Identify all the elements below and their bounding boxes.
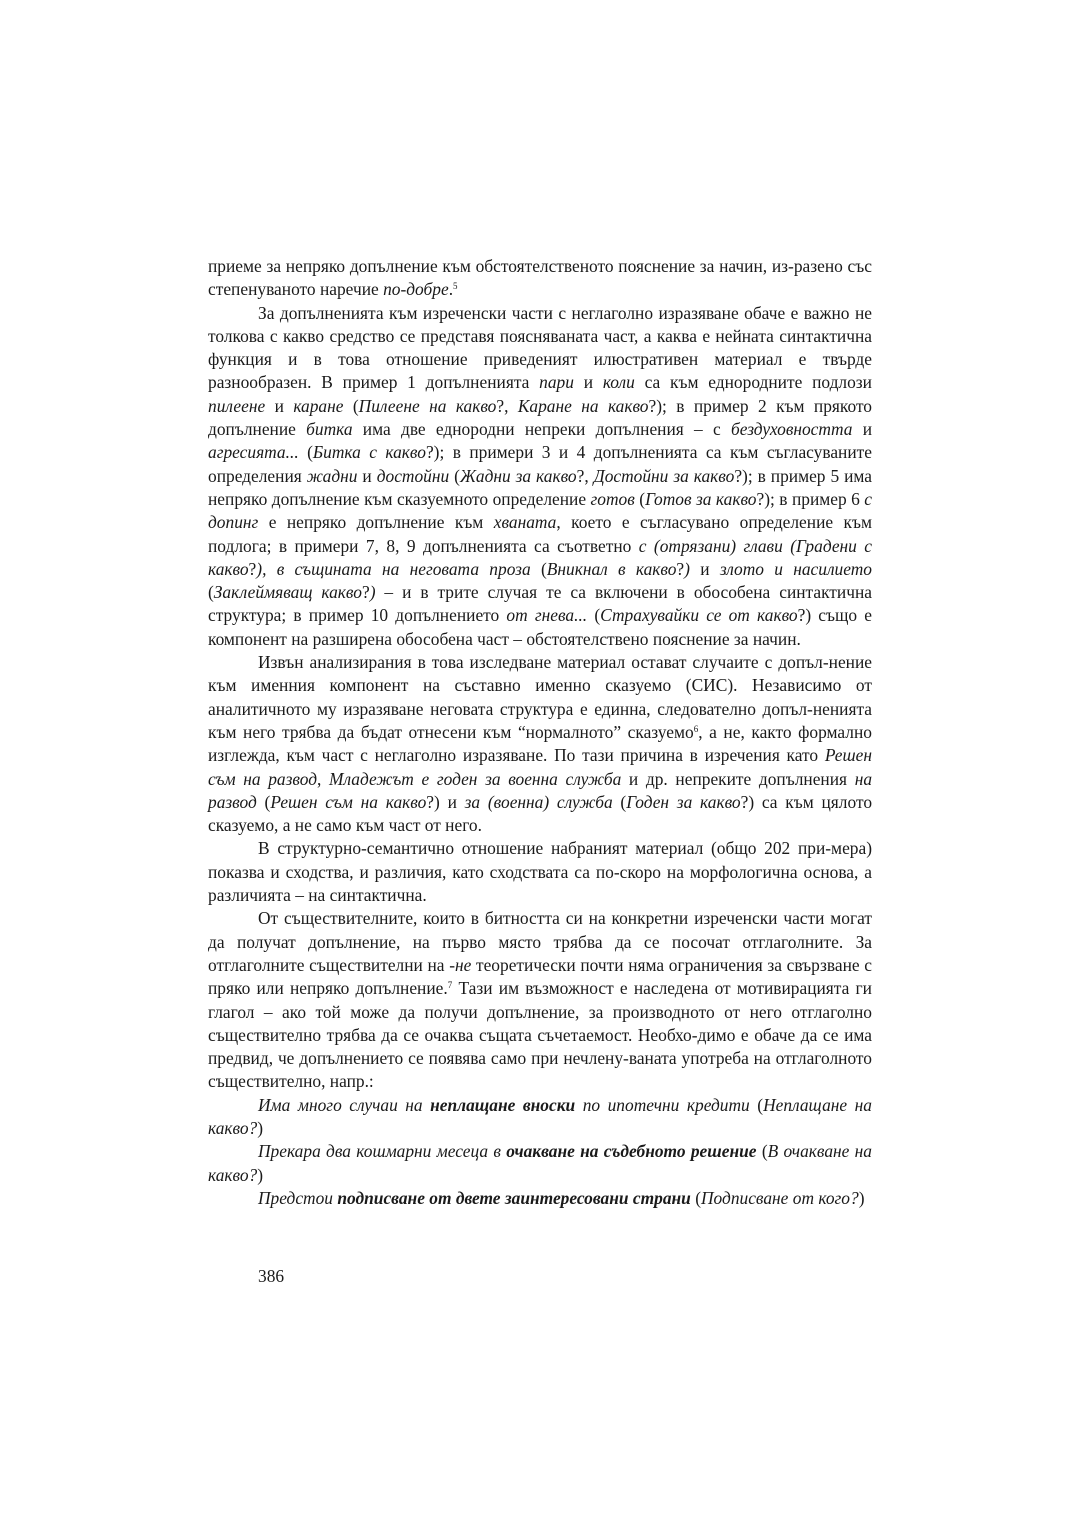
text-run: и др. непреките допълнения [621, 768, 855, 789]
text-run: ) [257, 1117, 264, 1138]
text-run: , а не, както формално изглежда, към част с неглаголно изразяване. По тази причина в изречения като [208, 721, 872, 766]
text-run: теоретически почти няма ограничения за свързване с пряко или непряко допълнение. [208, 954, 872, 999]
italic-phrase: агресията... [208, 442, 299, 463]
text-run: Неплащане на какво? [208, 1094, 872, 1138]
italic-phrase: хваната [493, 512, 557, 533]
footnote-marker: 7 [447, 980, 453, 991]
text-run: е непряко допълнение към [258, 512, 494, 533]
italic-phrase: жадни [306, 465, 358, 486]
example-sentence [208, 1094, 872, 1141]
italic-phrase: Младежът е годен за военна служба [329, 768, 622, 789]
text-run: ? [248, 558, 257, 579]
text-run: и [852, 419, 873, 440]
paragraph [208, 837, 872, 907]
italic-phrase: -не [449, 954, 472, 975]
italic-phrase: пилеене [208, 395, 266, 416]
italic-phrase: каране [293, 395, 344, 416]
text-run: има две еднородни непреки допълнения – с [352, 419, 731, 440]
text-run: Има много случаи на [258, 1094, 431, 1115]
body-text [208, 255, 872, 1210]
footnote-marker: 6 [693, 723, 699, 734]
text-run: За допълненията към изреченски части с неглаголно изразяване обаче е важно не толкова с какво средство се представя поясняваната част, а каква е нейната синтактична функция и в това отношение приведеният илюстративен материал е твърде разнообразен. В пример 1 допълненията [208, 302, 872, 393]
text-run: ?) и [426, 791, 465, 812]
text-run: ( [343, 395, 359, 416]
text-run: – и в трите случая те са включени в обособена синтактична структура; в пример 10 допълнението [208, 582, 872, 626]
italic-phrase: злото и насилието [719, 558, 872, 579]
italic-phrase: Достойни за какво [593, 465, 735, 486]
text-run: ) [257, 1164, 264, 1185]
text-run: са към еднородните подлози [634, 372, 872, 393]
text-run: и [689, 558, 720, 579]
text-run: , [317, 768, 329, 789]
text-run: ( [256, 791, 271, 812]
text-run: по ипотечни кредити [575, 1094, 758, 1115]
text-run: ( [634, 488, 646, 509]
text-run: Извън анализирания в това изследване материал остават случаите с допъл-нение към именния компонент на съставно именно сказуемо (СИС). Независимо от аналитичното му изразяване неговата структура е единна, следователно допъл-ненията към него трябва да бъдат отнесени към “нормалното” сказуемо [208, 652, 872, 742]
text-run: ?); в примери 3 и 4 допълненията са към съгласуваните определения [208, 442, 872, 486]
italic-phrase: Готов за какво [645, 488, 757, 509]
paragraph [208, 302, 872, 651]
text-run: От съществителните, които в битността си на конкретни изреченски части могат да получат допълнение, на първо място трябва да се посочат отглаголните. За отглаголните съществителни на [208, 908, 872, 975]
italic-phrase: пари [539, 372, 574, 393]
paragraph [208, 651, 872, 837]
text-run: и [265, 395, 294, 416]
italic-phrase: Страхувайки се от какво [600, 605, 798, 626]
italic-phrase: бездуховността [730, 419, 853, 440]
text-run: и [357, 465, 377, 486]
italic-phrase: за (военна) служба [464, 791, 613, 812]
text-run: Прекара два кошмарни месеца в [258, 1141, 507, 1162]
italic-phrase: Годен за какво [626, 791, 741, 812]
italic-phrase: ) [684, 558, 690, 579]
example-sentence [208, 1187, 872, 1210]
text-run: ?) са към цялото сказуемо, а не само към част от него. [208, 791, 873, 836]
italic-phrase: Каране на какво [517, 395, 649, 416]
text-run: ( [757, 1094, 764, 1115]
text-run: Предстои [258, 1187, 338, 1208]
text-run: ( [587, 605, 601, 626]
italic-phrase: ), в същината на неговата проза [256, 558, 531, 579]
example-sentence [208, 1140, 872, 1187]
text-run: ( [695, 1187, 701, 1208]
italic-phrase: Пилеене на какво [358, 395, 497, 416]
text-run: ? [361, 582, 370, 603]
italic-phrase: ) [369, 582, 376, 603]
bold-phrase: очакване на съдебното решение [506, 1141, 757, 1162]
italic-phrase: с (отрязани) глави (Градени с какво [208, 535, 873, 579]
text-run: Подписване от кого? [701, 1187, 859, 1208]
paragraph [208, 907, 872, 1093]
text-run: ( [298, 442, 313, 463]
text-run: ?); в пример 2 към прякото допълнение [208, 395, 873, 440]
footnote-marker: 5 [453, 281, 458, 292]
text-run: ? [676, 558, 685, 579]
text-run: ?, [496, 395, 518, 416]
page-number: 386 [258, 1266, 285, 1286]
italic-phrase: Решен съм на развод [208, 745, 872, 789]
text-run: ) [858, 1187, 865, 1208]
text-run: ?) също е компонент на разширена обособена част – обстоятелствено пояснение за начин. [208, 605, 873, 649]
text-run: приеме за непряко допълнение към обстоятелственото пояснение за начин, из-разено със степенуваното наречие [208, 256, 872, 300]
italic-phrase: по-добре [383, 279, 449, 300]
text-run: ?); в пример 6 [756, 488, 865, 509]
text-run: ?, [576, 465, 594, 486]
text-run: , което е съгласувано определение към подлога; в примери 7, 8, 9 допълненията са съответно [208, 512, 872, 556]
text-run: ( [761, 1141, 768, 1162]
italic-phrase: на развод [208, 768, 873, 812]
text-run: ( [530, 558, 547, 579]
italic-phrase: Битка с какво [312, 442, 426, 463]
bold-phrase: неплащане вноски [430, 1094, 576, 1115]
text-run: Тази им възможност е наследена от мотивирацията ги глагол – ако той може да получи допълнение, за производното от него отглаголно съществително трябва да се очаква същата съчетаемост. Необхо-димо е обаче да се има предвид, че допълнението се появява само при нечлену-ваната употреба на отглаголното съществително, напр.: [208, 978, 872, 1092]
text-run: . [448, 279, 454, 300]
italic-phrase: с допинг [208, 488, 872, 533]
paragraph [208, 255, 872, 302]
bold-phrase: подписване от двете заинтересовани страни [337, 1187, 691, 1208]
italic-phrase: от гнева... [506, 605, 588, 626]
italic-phrase: Решен съм на какво [270, 791, 427, 812]
text-run: ( [449, 465, 460, 486]
text-run: В структурно-семантично отношение набраният материал (общо 202 при-мера) показва и сходства, и различия, като сходствата са по-скоро на морфологична основа, а различията – на синтактична. [208, 838, 872, 906]
text-run: В очакване на какво? [208, 1141, 872, 1185]
text-run: ?); в пример 5 има непряко допълнение към сказуемното определение [208, 465, 872, 509]
italic-phrase: готов [590, 488, 635, 509]
italic-phrase: Заклеймяващ какво [213, 582, 362, 603]
italic-phrase: достойни [376, 465, 450, 486]
text-run: ( [612, 791, 627, 812]
text-run: и [573, 372, 603, 393]
italic-phrase: коли [602, 372, 635, 393]
italic-phrase: битка [306, 419, 353, 440]
text-run: ( [208, 582, 214, 603]
italic-phrase: Жадни за какво [459, 465, 577, 486]
italic-phrase: Вникнал в какво [546, 558, 677, 579]
